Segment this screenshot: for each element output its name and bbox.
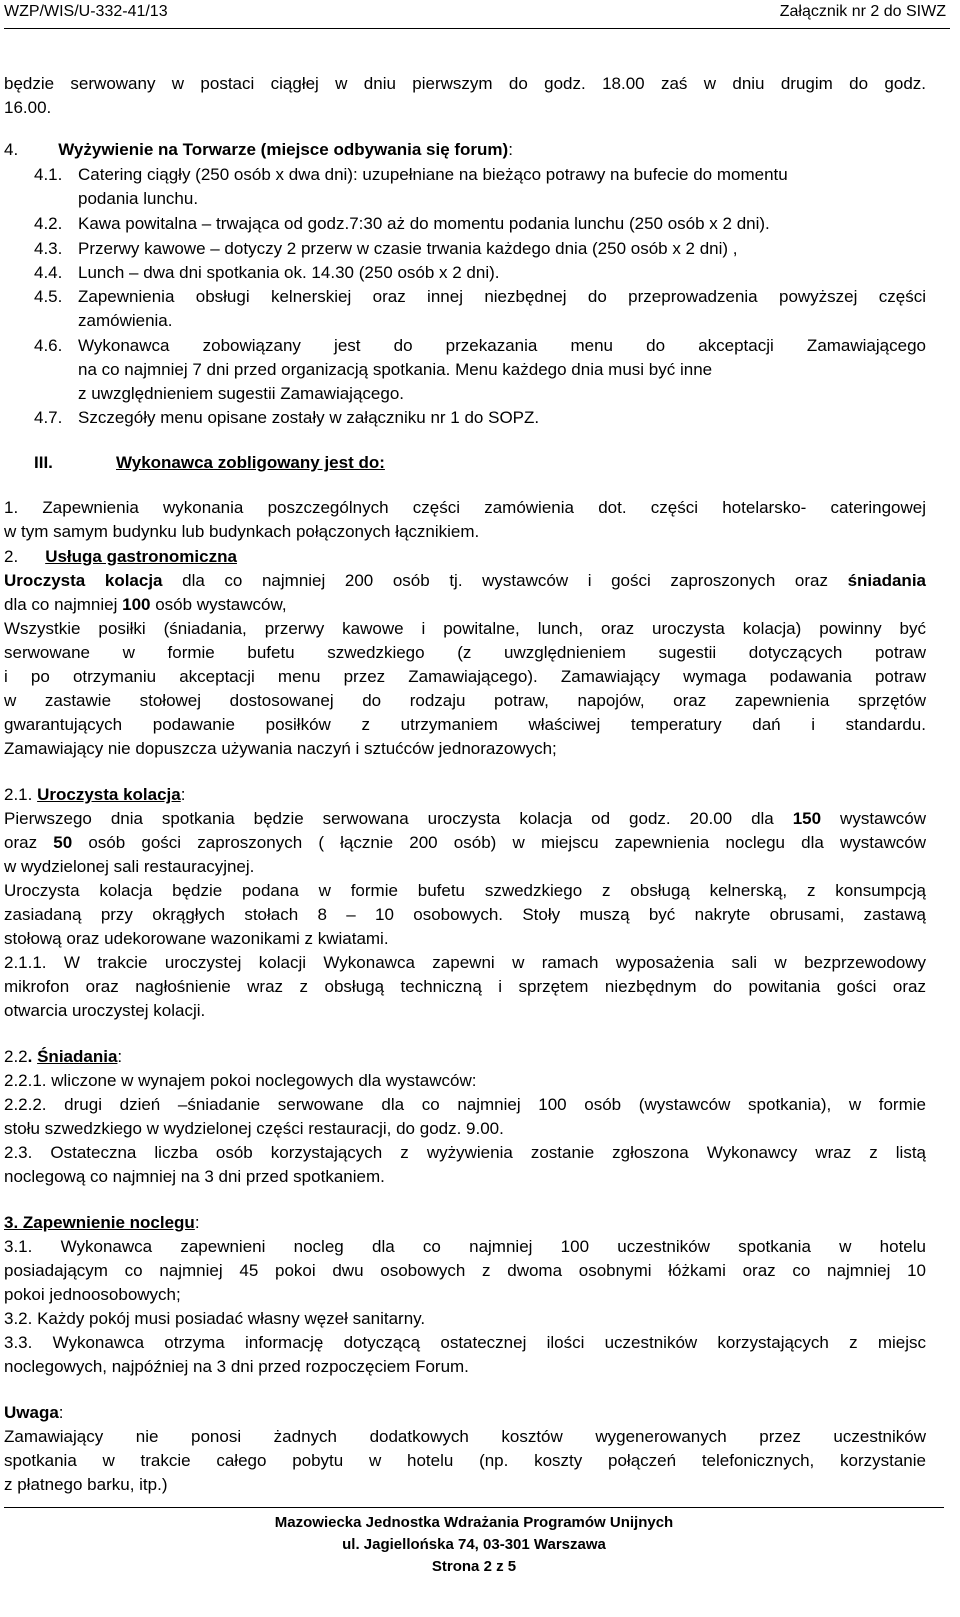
point-2-1-colon: :	[180, 785, 186, 804]
point-2-line-3: Wszystkie posiłki (śniadania, przerwy kawowe i powitalne, lunch, oraz uroczysta kolacja) powinny być	[4, 619, 926, 638]
point-2-1-line-6: stołową oraz udekorowane wazonikami z kwiatami.	[4, 929, 389, 948]
point-2-2-line-3: stołu szwedzkiego w wydzielonej części restauracji, do godz. 9.00.	[4, 1119, 504, 1138]
uwaga-title: Uwaga	[4, 1403, 59, 1422]
point-3-line-3: pokoi jednoosobowych;	[4, 1285, 181, 1304]
footer-address: ul. Jagiellońska 74, 03-301 Warszawa	[342, 1536, 606, 1553]
page-footer	[4, 1507, 944, 1575]
item-4-7-number: 4.7.	[34, 408, 63, 427]
point-2-1-line-3: w wydzielonej sali restauracyjnej.	[4, 857, 255, 876]
point-2-1-number: 2.1.	[4, 785, 38, 804]
uwaga-colon: :	[58, 1403, 64, 1422]
point-3-heading	[4, 1212, 200, 1233]
point-2-line-6: w zastawie stołowej dostosowanej do rodzaju potraw, napojów, oraz zapewnienia sprzętów	[4, 691, 926, 710]
count-150-bold: 150	[792, 809, 822, 828]
point-2-number: 2.	[4, 547, 19, 566]
count-100-bold: 100	[122, 595, 151, 614]
point-2-2-colon: :	[117, 1047, 123, 1066]
item-4-3-number: 4.3.	[34, 239, 63, 258]
item-4-2-number: 4.2.	[34, 214, 63, 233]
point-2-heading	[4, 546, 237, 567]
point-2-1-line-2	[4, 832, 926, 853]
point-2-2-line-1: 2.2.1. wliczone w wynajem pokoi noclegowych dla wystawców:	[4, 1071, 477, 1090]
point-2-1-heading	[4, 784, 185, 805]
point-2-line-2-text-b: osób wystawców,	[150, 595, 287, 614]
section-iii-title: Wykonawca zobligowany jest do:	[116, 453, 385, 472]
point-2-2-number: 2.2	[4, 1047, 28, 1066]
footer-page-number: Strona 2 z 5	[431, 1558, 517, 1575]
point-2-line-2-text-a: dla co najmniej	[4, 595, 123, 614]
section-4-heading	[4, 139, 513, 160]
point-2-line-1	[4, 570, 926, 591]
point-2-1-line-1-text-b: wystawców	[821, 809, 927, 828]
item-4-6-line-1: Wykonawca zobowiązany jest do przekazania menu do akceptacji Zamawiającego	[78, 336, 926, 355]
uroczysta-kolacja-bold: Uroczysta kolacja	[4, 571, 163, 590]
point-2-line-8: Zamawiający nie dopuszcza używania naczyń i sztućców jednorazowych;	[4, 739, 557, 758]
item-4-7-text: Szczegóły menu opisane zostały w załączniku nr 1 do SOPZ.	[78, 408, 540, 427]
item-4-1-line-2: podania lunchu.	[78, 189, 199, 208]
count-50-bold: 50	[53, 833, 73, 852]
point-1-line-1: 1. Zapewnienia wykonania poszczególnych części zamówienia dot. części hotelarsko- cateringowej	[4, 498, 926, 517]
item-4-4-text: Lunch – dwa dni spotkania ok. 14.30 (250 osób x 2 dni).	[78, 263, 500, 282]
point-3-line-5: 3.3. Wykonawca otrzyma informację dotyczącą ostatecznej ilości uczestników korzystających z miejsc	[4, 1333, 926, 1352]
point-2-1-line-2-text-b: osób gości zaproszonych ( łącznie 200 osób) w miejscu zapewnienia noclegu dla wystawców	[72, 833, 926, 852]
document-reference: WZP/WIS/U-332-41/13	[4, 3, 168, 20]
section-4-title: Wyżywienie na Torwarze (miejsce odbywania się forum)	[58, 140, 509, 159]
point-3-line-6: noclegowych, najpóźniej na 3 dni przed rozpoczęciem Forum.	[4, 1357, 469, 1376]
point-3-title: 3. Zapewnienie noclegu	[4, 1213, 195, 1232]
section-4-colon: :	[508, 140, 513, 159]
intro-line-1: będzie serwowany w postaci ciągłej w dniu pierwszym do godz. 18.00 zaś w dniu drugim do godz.	[4, 74, 926, 93]
point-2-1-line-7: 2.1.1. W trakcie uroczystej kolacji Wykonawca zapewni w ramach wyposażenia sali w bezprzewodowy	[4, 953, 926, 972]
item-4-2-text: Kawa powitalna – trwająca od godz.7:30 aż do momentu podania lunchu (250 osób x 2 dni).	[78, 214, 770, 233]
page-header	[4, 0, 950, 29]
item-4-1-line-1: Catering ciągły (250 osób x dwa dni): uzupełniane na bieżąco potrawy na bufecie do momentu	[78, 165, 788, 184]
point-2-1-line-9: otwarcia uroczystej kolacji.	[4, 1001, 206, 1020]
point-2-line-2	[4, 594, 287, 615]
item-4-5-number: 4.5.	[34, 287, 63, 306]
point-2-2-line-2: 2.2.2. drugi dzień –śniadanie serwowane dla co najmniej 100 osób (wystawców spotkania), w formie	[4, 1095, 926, 1114]
point-2-3-line-1: 2.3. Ostateczna liczba osób korzystających z wyżywienia zostanie zgłoszona Wykonawcy wraz z listą	[4, 1143, 926, 1162]
point-2-1-line-8: mikrofon oraz nagłośnienie wraz z obsługą techniczną i sprzętem niezbędnym do powitania gości oraz	[4, 977, 926, 996]
point-2-1-line-4: Uroczysta kolacja będzie podana w formie bufetu szwedzkiego z obsługą kelnerską, z konsumpcją	[4, 881, 926, 900]
uwaga-heading	[4, 1402, 64, 1423]
point-2-1-line-5: zasiadaną przy okrągłych stołach 8 – 10 osobowych. Stoły muszą być nakryte obrusami, zastawą	[4, 905, 926, 924]
point-2-2-dot: .	[27, 1047, 38, 1066]
point-3-line-1: 3.1. Wykonawca zapewnieni nocleg dla co najmniej 100 uczestników spotkania w hotelu	[4, 1237, 926, 1256]
section-iii-number: III.	[34, 453, 53, 472]
attachment-label: Załącznik nr 2 do SIWZ	[779, 3, 946, 20]
point-2-title: Usługa gastronomiczna	[45, 547, 237, 566]
uwaga-line-1: Zamawiający nie ponosi żadnych dodatkowych kosztów wygenerowanych przez uczestników	[4, 1427, 926, 1446]
point-2-3-line-2: noclegową co najmniej na 3 dni przed spotkaniem.	[4, 1167, 385, 1186]
uwaga-line-3: z płatnego barku, itp.)	[4, 1475, 168, 1494]
point-2-2-heading	[4, 1046, 122, 1067]
item-4-1-number: 4.1.	[34, 165, 63, 184]
point-2-1-line-1-text-a: Pierwszego dnia spotkania będzie serwowana uroczysta kolacja od godz. 20.00 dla	[4, 809, 793, 828]
point-2-1-title: Uroczysta kolacja	[37, 785, 181, 804]
section-4-number: 4.	[4, 140, 19, 159]
item-4-6-number: 4.6.	[34, 336, 63, 355]
point-2-2-title: Śniadania	[37, 1047, 118, 1066]
point-2-line-7: gwarantujących podawanie posiłków z utrzymaniem właściwej temperatury dań i standardu.	[4, 715, 926, 734]
point-3-line-2: posiadającym co najmniej 45 pokoi dwu osobowych z dwoma osobnymi łóżkami oraz co najmniej 10	[4, 1261, 926, 1280]
item-4-3-text: Przerwy kawowe – dotyczy 2 przerw w czasie trwania każdego dnia (250 osób x 2 dni) ,	[78, 239, 738, 258]
item-4-5-line-1: Zapewnienia obsługi kelnerskiej oraz innej niezbędnej do przeprowadzenia powyższej części	[78, 287, 926, 306]
point-2-line-5: i po otrzymaniu akceptacji menu przez Zamawiającego). Zamawiający wymaga podawania potraw	[4, 667, 926, 686]
item-4-5-line-2: zamówienia.	[78, 311, 173, 330]
uwaga-line-2: spotkania w trakcie całego pobytu w hotelu (np. koszty połączeń telefonicznych, korzystanie	[4, 1451, 926, 1470]
point-3-line-4: 3.2. Każdy pokój musi posiadać własny węzeł sanitarny.	[4, 1309, 426, 1328]
point-1-line-2: w tym samym budynku lub budynkach połączonych łącznikiem.	[4, 522, 480, 541]
footer-organization: Mazowiecka Jednostka Wdrażania Programów Unijnych	[274, 1514, 674, 1531]
point-2-1-line-1	[4, 808, 926, 829]
point-2-line-1-text: dla co najmniej 200 osób tj. wystawców i gości zaproszonych oraz	[162, 571, 848, 590]
point-2-1-line-2-text-a: oraz	[4, 833, 54, 852]
item-4-6-line-3: z uwzględnieniem sugestii Zamawiającego.	[78, 384, 404, 403]
item-4-6-line-2: na co najmniej 7 dni przed organizacją spotkania. Menu każdego dnia musi być inne	[78, 360, 713, 379]
point-2-line-4: serwowane w formie bufetu szwedzkiego (z uwzględnieniem sugestii dotyczących potraw	[4, 643, 926, 662]
sniadania-bold: śniadania	[847, 571, 926, 590]
item-4-4-number: 4.4.	[34, 263, 63, 282]
point-3-colon: :	[194, 1213, 200, 1232]
intro-line-2: 16.00.	[4, 98, 52, 117]
